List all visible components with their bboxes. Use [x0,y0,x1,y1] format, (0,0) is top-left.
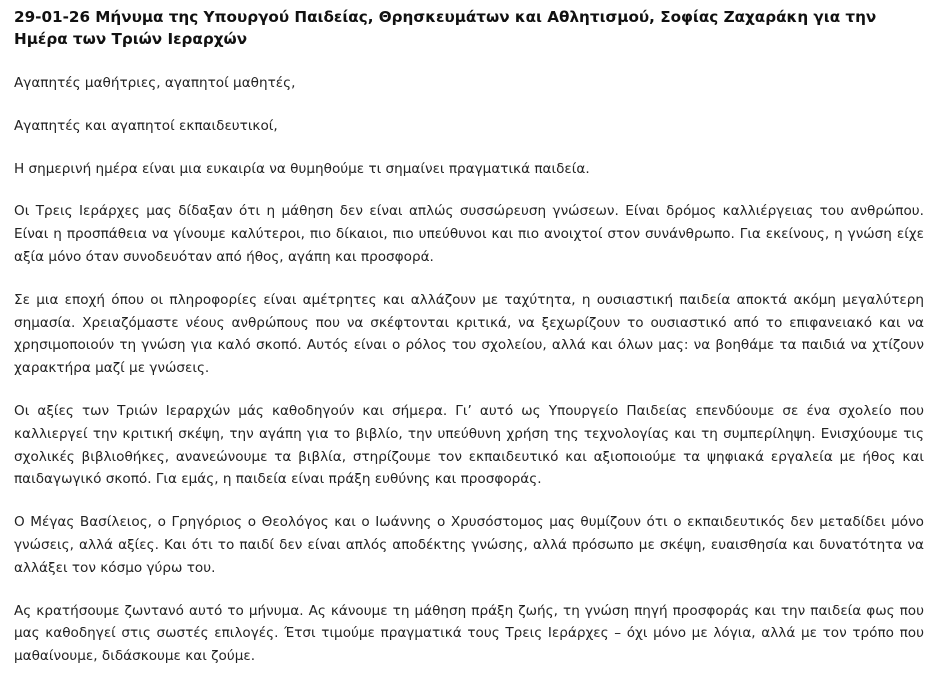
paragraph: Ο Μέγας Βασίλειος, ο Γρηγόριος ο Θεολόγος και ο Ιωάννης ο Χρυσόστομος μας θυμίζουν ότι ο εκπαιδευτικός δεν μεταδίδει μόνο γνώσεις, αλλά αξίες. Και ότι το παιδί δεν είναι απλός αποδέκτης γνώσης, αλλά πρόσωπο με σκέψη, ευαισθησία και δυνατότητα να αλλάξει τον κόσμο γύρω του. [14,514,924,576]
paragraph: Ας κρατήσουμε ζωντανό αυτό το μήνυμα. Ας κάνουμε τη μάθηση πράξη ζωής, τη γνώση πηγή προσφοράς και την παιδεία φως που μας καθοδηγεί στις σωστές επιλογές. Έτσι τιμούμε πραγματικά τους Τρεις Ιεράρχες – όχι μόνο με λόγια, αλλά με τον τρόπο που μαθαίνουμε, διδάσκουμε και ζούμε. [14,602,924,665]
article [14,6,924,688]
paragraph: Οι Τρεις Ιεράρχες μας δίδαξαν ότι η μάθηση δεν είναι απλώς συσσώρευση γνώσεων. Είναι δρόμος καλλιέργειας του ανθρώπου. Είναι η προσπάθεια να γίνουμε καλύτεροι, πιο δίκαιοι, πιο υπεύθυνοι και πιο ανοιχτοί στον συνάνθρωπο. Για εκείνους, η γνώση είχε αξία μόνο όταν συνοδευόταν από ήθος, αγάπη και προσφορά. [14,203,924,265]
paragraph: Σε μια εποχή όπου οι πληροφορίες είναι αμέτρητες και αλλάζουν με ταχύτητα, η ουσιαστική παιδεία αποκτά ακόμη μεγαλύτερη σημασία. Χρειαζόμαστε νέους ανθρώπους που να σκέφτονται κριτικά, να ξεχωρίζουν το ουσιαστικό από το επιφανειακό και να χρησιμοποιούν τη γνώση για καλό σκοπό. Αυτός είναι ο ρόλος του σχολείου, αλλά και όλων μας: να βοηθάμε τα παιδιά να χτίζουν χαρακτήρα μαζί με γνώσεις. [14,291,924,377]
greeting-teachers: Αγαπητές και αγαπητοί εκπαιδευτικοί, [14,117,278,134]
article-title: 29-01-26 Μήνυμα της Υπουργού Παιδείας, Θρησκευμάτων και Αθλητισμού, Σοφίας Ζαχαράκη για την Ημέρα των Τριών Ιεραρχών [14,8,877,48]
greeting-students: Αγαπητές μαθήτριες, αγαπητοί μαθητές, [14,75,296,91]
paragraph: Η σημερινή ημέρα είναι μια ευκαιρία να θυμηθούμε τι σημαίνει πραγματικά παιδεία. [14,160,590,177]
paragraph: Οι αξίες των Τριών Ιεραρχών μάς καθοδηγούν και σήμερα. Γι’ αυτό ως Υπουργείο Παιδείας επενδύουμε σε ένα σχολείο που καλλιεργεί την κριτική σκέψη, την αγάπη για το βιβλίο, την υπεύθυνη χρήση της τεχνολογίας και τη συμπερίληψη. Ενισχύουμε τις σχολικές βιβλιοθήκες, ανανεώνουμε τα βιβλία, στηρίζουμε τον εκπαιδευτικό και αξιοποιούμε τα ψηφιακά εργαλεία με ήθος και παιδαγωγικό σκοπό. Για εμάς, η παιδεία είναι πράξη ευθύνης και προσφοράς. [14,402,924,488]
